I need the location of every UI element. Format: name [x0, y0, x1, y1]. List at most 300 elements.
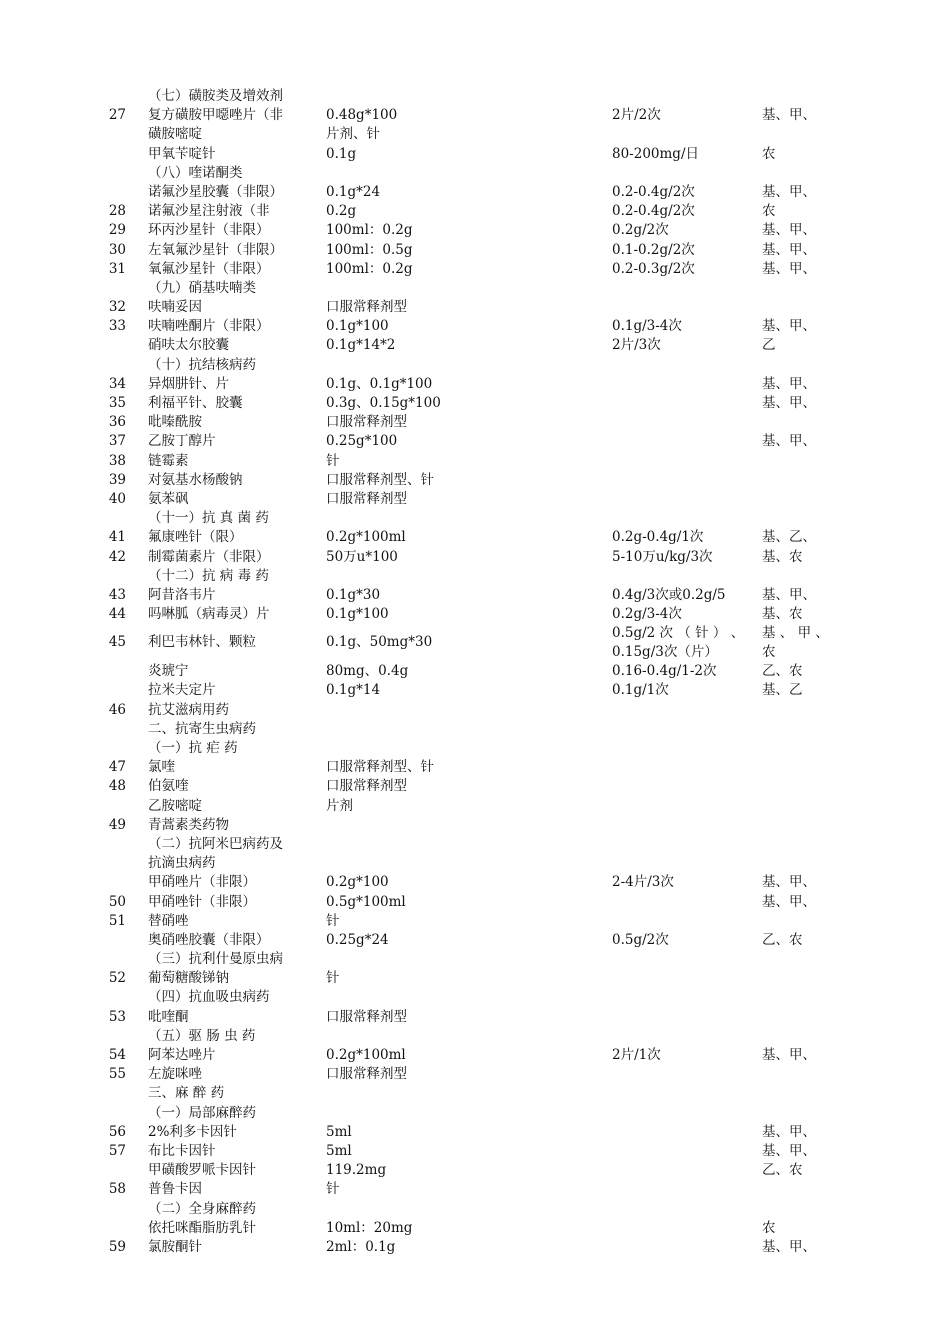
drug-category — [762, 145, 776, 164]
drug-name-text: 依托咪酯脂肪乳针 — [148, 1219, 256, 1236]
drug-spec — [326, 681, 380, 700]
drug-spec — [326, 490, 407, 509]
drug-dosage-text: 0.1g/3-4次 — [612, 318, 682, 335]
drug-spec-text: 0.3g、0.15g*100 — [326, 395, 441, 411]
drug-dosage-text: 0.2g-0.4g/1次 — [612, 529, 704, 546]
drug-spec — [326, 1238, 395, 1257]
row-number-text: 36 — [108, 414, 126, 431]
row-number — [100, 586, 126, 605]
drug-name — [148, 125, 202, 144]
drug-spec-text: 119.2mg — [326, 1162, 387, 1179]
drug-category — [762, 106, 816, 125]
drug-spec — [326, 1161, 386, 1180]
drug-spec — [326, 1142, 352, 1161]
drug-spec — [326, 1180, 340, 1199]
drug-name — [148, 1046, 216, 1065]
table-row — [0, 586, 950, 605]
drug-spec — [326, 413, 407, 432]
row-number — [100, 394, 126, 413]
drug-spec-text: 0.25g*24 — [326, 931, 389, 948]
drug-spec — [326, 1008, 407, 1027]
drug-dosage — [612, 662, 717, 681]
drug-name-text: 阿苯达唑片 — [148, 1047, 216, 1063]
drug-name — [148, 432, 216, 451]
row-number — [100, 490, 126, 509]
drug-name-text: （八）喹诺酮类 — [148, 164, 243, 181]
table-row — [0, 931, 950, 950]
drug-spec — [326, 298, 407, 317]
drug-name-text: （二）抗阿米巴病药及 — [148, 835, 283, 852]
drug-category-text: 农 — [762, 1219, 776, 1236]
drug-dosage-text: 0.2g/2次 — [612, 222, 669, 239]
row-number-text: 44 — [108, 606, 126, 623]
drug-spec — [326, 375, 432, 394]
row-number — [100, 1046, 126, 1065]
row-number — [100, 548, 126, 567]
drug-name-text: 吡喹酮 — [148, 1008, 189, 1025]
drug-dosage-text: 0.4g/3次或0.2g/5 — [612, 586, 726, 603]
table-row — [0, 777, 950, 796]
drug-category — [762, 202, 776, 221]
drug-category — [762, 336, 776, 355]
drug-name-text: 诺氟沙星注射液（非 — [148, 203, 270, 220]
drug-name-text: 阿昔洛韦片 — [148, 586, 216, 603]
drug-name-text: 布比卡因针 — [148, 1142, 216, 1159]
drug-category — [762, 432, 816, 451]
row-number-text: 45 — [108, 634, 126, 651]
drug-spec-text: 0.1g*30 — [326, 586, 381, 603]
drug-category-text: 基、甲、 — [762, 874, 816, 891]
drug-category-text: 基、甲、 — [762, 395, 816, 411]
table-row — [0, 912, 950, 931]
drug-spec — [326, 106, 397, 125]
table-row — [0, 202, 950, 221]
drug-dosage — [612, 873, 674, 892]
drug-list-table — [0, 87, 950, 1257]
drug-name — [148, 1008, 189, 1027]
drug-name — [148, 452, 189, 471]
table-row — [0, 356, 950, 375]
drug-category — [762, 662, 803, 681]
row-number — [100, 260, 126, 279]
drug-category-text: 基、甲、 — [762, 1123, 816, 1140]
drug-name-text: 甲氧苄啶针 — [148, 145, 216, 162]
table-row — [0, 260, 950, 279]
drug-category-text: 基、甲、 — [762, 1238, 816, 1255]
table-row — [0, 1084, 950, 1103]
drug-name-text: 吗啉胍（病毒灵）片 — [148, 606, 270, 623]
drug-spec-text: 0.2g*100ml — [326, 1047, 406, 1063]
row-number-text: 32 — [108, 299, 126, 316]
drug-name — [148, 490, 189, 509]
table-row — [0, 336, 950, 355]
row-number — [100, 1065, 126, 1084]
drug-name — [148, 394, 243, 413]
drug-category — [762, 375, 816, 394]
drug-spec — [326, 202, 356, 221]
drug-name — [148, 356, 256, 375]
drug-category-text: 乙 — [762, 337, 776, 354]
drug-name-text: 伯氨喹 — [148, 778, 189, 795]
table-row — [0, 988, 950, 1007]
table-row — [0, 950, 950, 969]
drug-spec-text: 片剂 — [326, 797, 353, 814]
drug-dosage — [612, 586, 726, 605]
table-row — [0, 605, 950, 624]
drug-name — [148, 758, 175, 777]
drug-dosage-text: 2片/1次 — [612, 1047, 661, 1063]
row-number — [100, 241, 126, 260]
table-row — [0, 241, 950, 260]
drug-name — [148, 777, 189, 796]
drug-dosage-text: 0.2-0.4g/2次 — [612, 203, 695, 220]
row-number — [100, 221, 126, 240]
table-row — [0, 797, 950, 816]
drug-name-text: 吡嗪酰胺 — [148, 414, 202, 431]
drug-name-text: （九）硝基呋喃类 — [148, 279, 256, 296]
drug-dosage — [612, 605, 682, 624]
drug-category-text: 乙、农 — [762, 663, 803, 680]
table-row — [0, 1238, 950, 1257]
drug-category — [762, 586, 816, 605]
drug-name — [148, 145, 216, 164]
drug-spec-text: 口服常释剂型 — [326, 414, 407, 431]
row-number-text: 57 — [108, 1142, 126, 1159]
drug-name — [148, 509, 269, 528]
drug-spec-text: 0.2g — [326, 203, 357, 220]
table-row — [0, 375, 950, 394]
drug-spec-text: 0.1g、0.1g*100 — [326, 375, 433, 392]
drug-spec — [326, 605, 389, 624]
table-row — [0, 548, 950, 567]
drug-name-text: 利福平针、胶囊 — [148, 395, 243, 411]
table-row — [0, 662, 950, 681]
drug-name — [148, 164, 243, 183]
drug-dosage — [612, 931, 669, 950]
row-number — [100, 758, 126, 777]
row-number-text: 41 — [108, 529, 126, 546]
drug-spec-text: 0.1g*14 — [326, 682, 381, 699]
drug-name-text: 二、抗寄生虫病药 — [148, 720, 256, 737]
table-row — [0, 413, 950, 432]
drug-spec-text: 80mg、0.4g — [326, 663, 409, 680]
drug-name-text: 替硝唑 — [148, 912, 189, 929]
table-row — [0, 221, 950, 240]
table-row — [0, 624, 950, 662]
row-number-text: 50 — [108, 893, 126, 910]
drug-spec-text: 0.1g*24 — [326, 183, 381, 200]
drug-category — [762, 873, 816, 892]
drug-name — [148, 633, 256, 652]
table-row — [0, 758, 950, 777]
drug-name — [148, 586, 216, 605]
drug-name-text: （一）局部麻醉药 — [148, 1104, 256, 1121]
drug-name-text: 2%利多卡因针 — [148, 1123, 237, 1140]
drug-dosage — [612, 106, 661, 125]
drug-name — [148, 1084, 224, 1103]
table-row — [0, 279, 950, 298]
drug-name-text: 氨苯砜 — [148, 490, 189, 507]
drug-spec — [326, 528, 406, 547]
drug-spec — [326, 432, 397, 451]
drug-spec-text: 口服常释剂型 — [326, 299, 407, 316]
row-number — [100, 969, 126, 988]
drug-name-text: 乙胺嘧啶 — [148, 797, 202, 814]
row-number — [100, 432, 126, 451]
row-number — [100, 298, 126, 317]
drug-spec — [326, 260, 413, 279]
drug-name — [148, 317, 270, 336]
drug-category-text: 基、甲、 — [762, 318, 816, 335]
row-number — [100, 816, 126, 835]
drug-name — [148, 739, 238, 758]
drug-category-text: 农 — [762, 203, 776, 220]
drug-name-text: 复方磺胺甲噁唑片（非 — [148, 107, 283, 124]
drug-name-text: 磺胺嘧啶 — [148, 126, 202, 143]
table-row — [0, 720, 950, 739]
drug-category-text: 基、农 — [762, 548, 803, 565]
drug-spec — [326, 125, 380, 144]
table-row — [0, 1142, 950, 1161]
drug-name-text: 葡萄糖酸锑钠 — [148, 970, 229, 987]
table-row — [0, 873, 950, 892]
drug-name-text: （四）抗血吸虫病药 — [148, 989, 270, 1006]
drug-name-text: 链霉素 — [148, 452, 189, 469]
drug-category — [762, 1238, 816, 1257]
row-number-text: 43 — [108, 586, 126, 603]
drug-name-text: 三、麻 醉 药 — [148, 1085, 225, 1102]
drug-spec-text: 针 — [326, 1181, 340, 1198]
row-number-text: 55 — [108, 1066, 126, 1083]
drug-name — [148, 854, 216, 873]
drug-name — [148, 336, 229, 355]
drug-spec-text: 0.2g*100ml — [326, 529, 406, 546]
row-number-text: 56 — [108, 1123, 126, 1140]
table-row — [0, 1046, 950, 1065]
drug-dosage — [612, 260, 695, 279]
drug-spec-text: 口服常释剂型 — [326, 1066, 407, 1083]
drug-category-text: 基、甲、 — [762, 107, 816, 124]
drug-dosage-text: 0.2-0.4g/2次 — [612, 183, 695, 200]
drug-category — [762, 605, 803, 624]
table-row — [0, 298, 950, 317]
table-row — [0, 1219, 950, 1238]
drug-name — [148, 605, 270, 624]
drug-name — [148, 835, 283, 854]
drug-dosage-text: 0.2g/3-4次 — [612, 606, 682, 623]
drug-spec — [326, 241, 413, 260]
row-number-text: 59 — [108, 1238, 126, 1255]
row-number-text: 29 — [108, 222, 126, 239]
table-row — [0, 125, 950, 144]
drug-spec-text: 口服常释剂型 — [326, 778, 407, 795]
drug-category — [762, 1123, 816, 1142]
drug-spec — [326, 912, 340, 931]
table-row — [0, 471, 950, 490]
drug-category-text: 基、甲、 — [762, 586, 816, 603]
drug-spec-text: 5ml — [326, 1142, 352, 1159]
drug-spec — [326, 1219, 412, 1238]
row-number-text: 51 — [108, 912, 126, 929]
drug-dosage-text: 0.2-0.3g/2次 — [612, 260, 695, 277]
drug-name — [148, 548, 270, 567]
drug-spec — [326, 145, 356, 164]
table-row — [0, 1161, 950, 1180]
drug-spec-text: 0.1g、50mg*30 — [326, 634, 433, 651]
drug-dosage-text: 2片/3次 — [612, 337, 661, 354]
drug-name — [148, 701, 229, 720]
drug-category-text: 基、甲、 — [762, 222, 816, 239]
drug-spec-text: 0.1g*14*2 — [326, 337, 396, 354]
drug-spec-text: 针 — [326, 452, 340, 469]
drug-spec-text: 0.48g*100 — [326, 107, 398, 124]
table-row — [0, 106, 950, 125]
drug-name — [148, 87, 283, 106]
table-row — [0, 509, 950, 528]
drug-name — [148, 260, 270, 279]
drug-dosage — [612, 624, 744, 662]
drug-category-text: 基、甲、 — [762, 1142, 816, 1159]
drug-spec — [326, 758, 434, 777]
drug-name — [148, 1027, 255, 1046]
drug-dosage — [612, 317, 682, 336]
table-row — [0, 1200, 950, 1219]
drug-dosage — [612, 183, 695, 202]
drug-name — [148, 413, 202, 432]
table-row — [0, 317, 950, 336]
drug-name — [148, 471, 243, 490]
drug-name-text: 呋喃妥因 — [148, 299, 202, 316]
drug-category — [762, 548, 803, 567]
drug-dosage-text: 0.16-0.4g/1-2次 — [612, 663, 717, 680]
drug-dosage — [612, 221, 669, 240]
drug-name — [148, 221, 270, 240]
drug-spec-text: 0.2g*100 — [326, 874, 389, 891]
drug-spec — [326, 873, 389, 892]
row-number-text: 27 — [108, 107, 126, 124]
drug-category — [762, 624, 829, 662]
row-number — [100, 202, 126, 221]
drug-spec-text: 50万u*100 — [326, 548, 398, 565]
drug-category — [762, 1161, 803, 1180]
row-number-text: 49 — [108, 816, 126, 833]
drug-name — [148, 931, 270, 950]
drug-dosage-text: 0.5g/2 次 （ 针 ） 、 — [612, 625, 745, 642]
drug-dosage-text: 0.1-0.2g/2次 — [612, 241, 695, 258]
drug-name-text: 硝呋太尔胶囊 — [148, 337, 229, 354]
row-number-text: 58 — [108, 1181, 126, 1198]
drug-spec — [326, 931, 389, 950]
drug-name-text: 异烟肼针、片 — [148, 375, 229, 392]
row-number — [100, 633, 126, 652]
row-number — [100, 1142, 126, 1161]
drug-name — [148, 1219, 256, 1238]
row-number — [100, 912, 126, 931]
drug-name — [148, 375, 229, 394]
row-number — [100, 1123, 126, 1142]
drug-spec-text: 10ml：20mg — [326, 1219, 413, 1236]
drug-name-text: （一）抗 疟 药 — [148, 740, 238, 756]
drug-dosage — [612, 336, 661, 355]
drug-name-text: 氧氟沙星针（非限） — [148, 260, 270, 277]
drug-name-text: 乙胺丁醇片 — [148, 433, 216, 450]
drug-name — [148, 279, 256, 298]
drug-spec — [326, 777, 407, 796]
drug-name — [148, 969, 229, 988]
table-row — [0, 1123, 950, 1142]
drug-name — [148, 1161, 256, 1180]
drug-dosage-text: 5-10万u/kg/3次 — [612, 548, 713, 565]
drug-spec — [326, 893, 406, 912]
drug-name — [148, 1180, 202, 1199]
drug-spec — [326, 797, 353, 816]
drug-dosage-text: 0.1g/1次 — [612, 682, 669, 699]
drug-dosage — [612, 681, 669, 700]
drug-spec-text: 针 — [326, 912, 340, 929]
drug-name — [148, 873, 256, 892]
drug-name-text: （十）抗结核病药 — [148, 356, 256, 373]
table-row — [0, 1180, 950, 1199]
table-row — [0, 432, 950, 451]
row-number — [100, 471, 126, 490]
table-row — [0, 145, 950, 164]
drug-name — [148, 681, 216, 700]
table-row — [0, 893, 950, 912]
drug-name-text: 呋喃唑酮片（非限） — [148, 318, 270, 335]
drug-spec — [326, 1065, 407, 1084]
drug-spec-text: 针 — [326, 970, 340, 987]
drug-spec-text: 片剂、针 — [326, 126, 380, 143]
drug-name — [148, 893, 256, 912]
table-row — [0, 1104, 950, 1123]
drug-spec — [326, 336, 395, 355]
row-number-text: 31 — [108, 260, 126, 277]
table-row — [0, 452, 950, 471]
table-row — [0, 835, 950, 854]
drug-name-text: 左旋咪唑 — [148, 1066, 202, 1083]
drug-name-text: 拉米夫定片 — [148, 682, 216, 699]
drug-spec — [326, 662, 408, 681]
drug-dosage — [612, 202, 695, 221]
drug-name — [148, 662, 189, 681]
drug-name-text: 甲磺酸罗哌卡因针 — [148, 1162, 256, 1179]
row-number-text: 53 — [108, 1008, 126, 1025]
drug-spec — [326, 633, 432, 652]
drug-name-text: 氯喹 — [148, 759, 175, 776]
drug-dosage — [612, 1046, 661, 1065]
drug-category-text: 基、乙、 — [762, 529, 816, 546]
drug-spec — [326, 1046, 406, 1065]
drug-name-text: 利巴韦林针、颗粒 — [148, 634, 256, 651]
table-row — [0, 739, 950, 758]
drug-dosage-text: 2片/2次 — [612, 107, 661, 124]
drug-spec-text: 0.1g*100 — [326, 318, 389, 335]
drug-spec — [326, 969, 340, 988]
row-number — [100, 605, 126, 624]
table-row — [0, 969, 950, 988]
drug-name-text: 环丙沙星针（非限） — [148, 222, 270, 239]
drug-dosage-text: 80-200mg/日 — [612, 145, 699, 162]
drug-spec-text: 口服常释剂型、针 — [326, 471, 434, 488]
drug-name — [148, 816, 229, 835]
row-number-text: 35 — [108, 395, 126, 411]
drug-name-text: （五）驱 肠 虫 药 — [148, 1027, 256, 1044]
drug-category-text: 乙、农 — [762, 1162, 803, 1179]
drug-spec-text: 口服常释剂型、针 — [326, 759, 434, 776]
drug-name — [148, 1123, 237, 1142]
drug-dosage-text: 2-4片/3次 — [612, 874, 674, 891]
drug-name — [148, 241, 283, 260]
